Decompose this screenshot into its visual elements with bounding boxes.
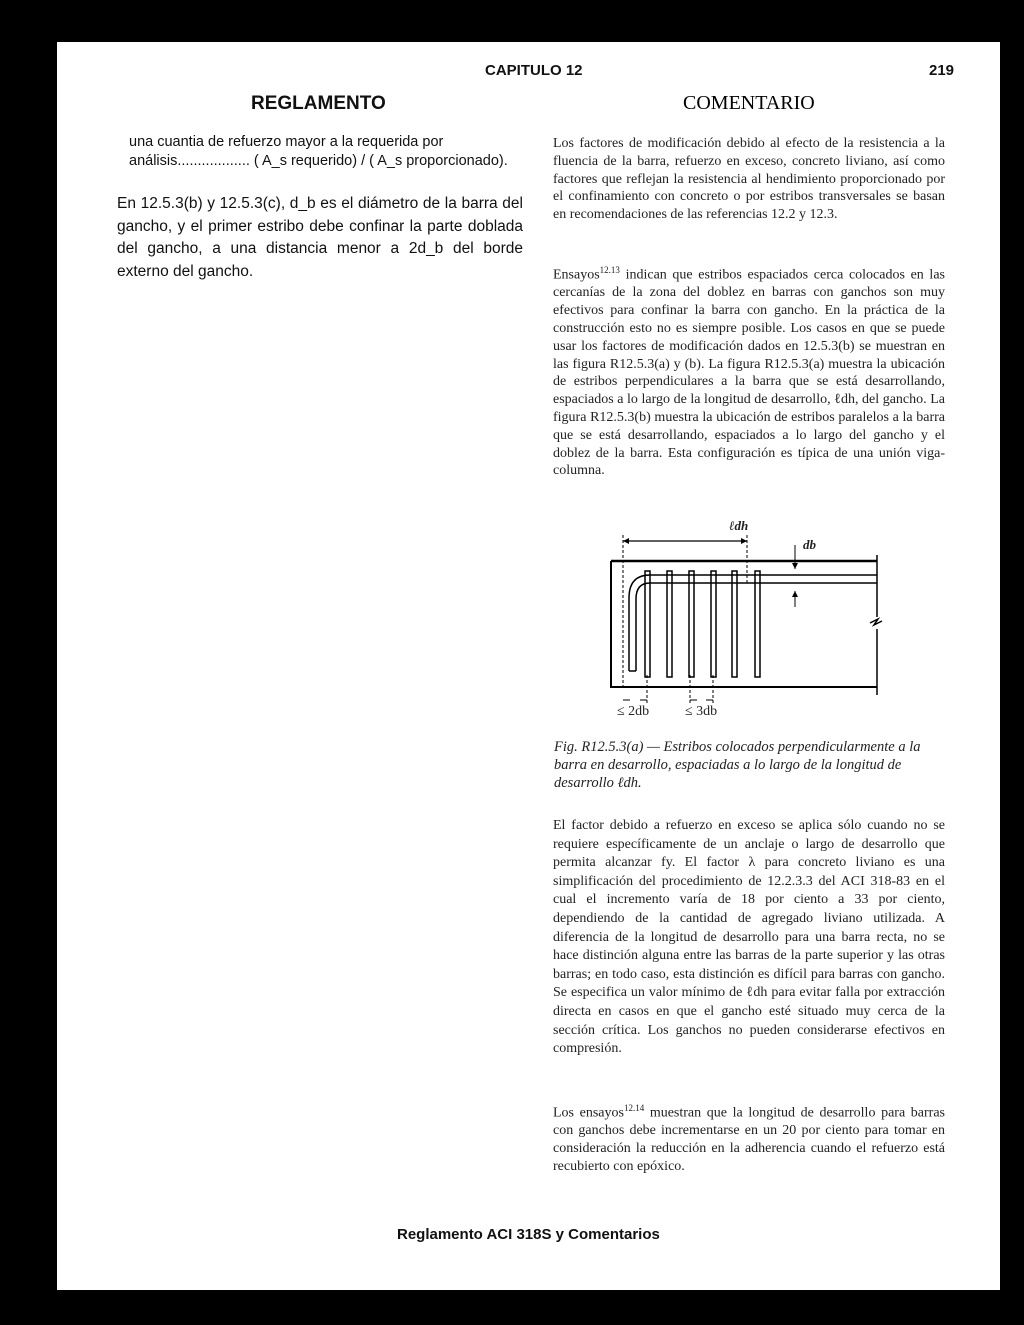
right-paragraph-3: El factor debido a refuerzo en exceso se aplica sólo cuando no se requiere específicamente de un anclaje o largo de desarrollo que permita alcanzar fy. El factor λ para concreto liviano es una simplificación del procedimiento de 12.2.3.3 del ACI 318-83 en el cual el incremento varía de 18 por ciento a 33 por ciento, dependiendo de la cantidad de agregado liviano utilizada. A diferencia de la longitud de desarrollo para una barra recta, no se hace distinción alguna entre las barras de la parte superior y las otras barras; en todo caso, esta distinción es difícil para barras con gancho. Se especifica un valor mínimo de ℓdh para evitar falla por extracción directa en casos en que el gancho esté situado muy cerca de la sección crítica. Los ganchos no pueden considerarse efectivos en compresión.	[553, 818, 945, 1057]
page-number: 219	[929, 62, 955, 79]
right-paragraph-1: Los factores de modificación debido al efecto de la resistencia a la fluencia de la barra, refuerzo en exceso, concreto liviano, así como factores que reflejan la resistencia al hendimiento proporcionado por el confinamiento con concreto o por estribos transversales se basan en recomendaciones de las referencias 12.2 y 12.3.	[553, 136, 945, 223]
right-paragraph-4	[553, 1100, 945, 1176]
beam-outline	[611, 561, 877, 687]
text-line: análisis.................. ( A_s requerido) / ( A_s proporcionado).	[129, 153, 508, 169]
reference-superscript: 12.13	[599, 265, 620, 275]
dim-2db-label: ≤ 2db	[617, 704, 650, 719]
chapter-header: CAPITULO 12	[485, 62, 583, 79]
left-paragraph-2: En 12.5.3(b) y 12.5.3(c), d_b es el diámetro de la barra del gancho, y el primer estribo debe confinar la parte doblada del gancho, a una distancia menor a 2d_b del borde externo del gancho.	[117, 195, 523, 280]
db-label: db	[803, 537, 816, 552]
break-line	[870, 555, 882, 695]
page-footer: Reglamento ACI 318S y Comentarios	[397, 1226, 660, 1243]
reference-superscript: 12.14	[623, 1103, 645, 1113]
figure-hook-stirrups	[590, 515, 910, 725]
ldh-label: ℓdh	[729, 518, 749, 533]
left-paragraph-1	[129, 133, 535, 171]
right-column-title: COMENTARIO	[683, 92, 815, 114]
left-column-title: REGLAMENTO	[251, 93, 386, 114]
hooked-bar	[629, 575, 877, 671]
text-line: una cuantia de refuerzo mayor a la requerida por	[129, 134, 444, 150]
text: muestran que la longitud de desarrollo para barras con ganchos debe incrementarse en un 20 por ciento para tomar en consideración la reducción en la adherencia cuando el refuerzo está recubierto con epóxico.	[553, 1105, 945, 1175]
right-paragraph-2	[553, 262, 945, 480]
document-page	[57, 42, 1000, 1290]
stirrups	[645, 571, 760, 677]
text: Los ensayos	[553, 1105, 624, 1121]
dim-3db-label: ≤ 3db	[685, 704, 718, 719]
text: indican que estribos espaciados cerca colocados en las cercanías de la zona del doblez en barras con ganchos son muy efectivos para confinar la barra con gancho. En la práctica de la construcción esto no es siempre posible. Los casos en que se puede usar los factores de modificación dados en 12.5.3(b) se muestran en las figura R12.5.3(a) y (b). La figura R12.5.3(a) muestra la ubicación de estribos perpendiculares a la barra que se está desarrollando, espaciados a lo largo de la longitud de desarrollo, ℓdh, del gancho. La figura R12.5.3(b) muestra la ubicación de estribos paralelos a la barra que se está desarrollando, espaciados a lo largo del gancho y el doblez de la barra. Esta configuración es típica de una unión viga-columna.	[553, 267, 945, 479]
figure-caption: Fig. R12.5.3(a) — Estribos colocados perpendicularmente a la barra en desarrollo, espaciadas a lo largo de la longitud de desarrollo ℓdh.	[554, 739, 921, 791]
text: Ensayos	[553, 267, 600, 283]
